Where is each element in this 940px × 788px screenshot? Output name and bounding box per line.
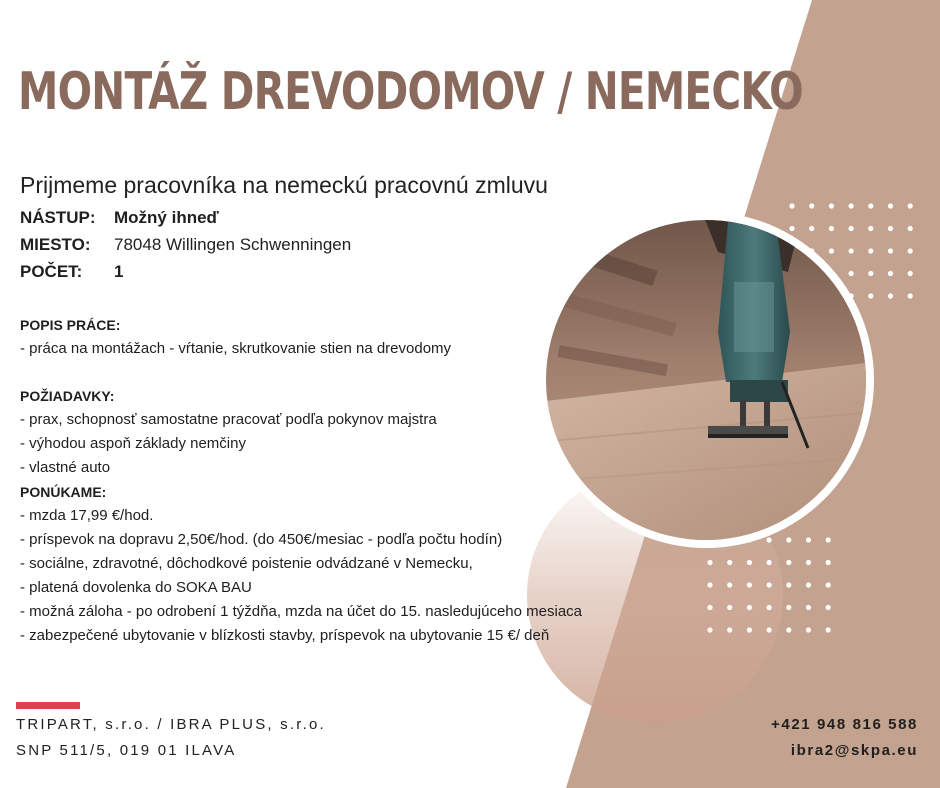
decor-dot	[747, 605, 752, 610]
info-value: Možný ihneď	[114, 208, 219, 227]
decor-dot	[707, 605, 712, 610]
decor-dot	[789, 203, 794, 208]
decor-dot	[908, 271, 913, 276]
info-key: NÁSTUP:	[20, 208, 96, 227]
decor-dot	[826, 627, 831, 632]
decor-dot	[786, 582, 791, 587]
decor-dot	[767, 582, 772, 587]
list-item: - práca na montážach - vŕtanie, skrutkovanie stien na drevodomy	[20, 340, 452, 357]
jigsaw-photo	[538, 212, 874, 548]
list-item: - zabezpečené ubytovanie v blízkosti stavby, príspevok na ubytovanie 15 €/ deň	[20, 627, 550, 644]
list-item: - možná záloha - po odrobení 1 týždňa, mzda na účet do 15. nasledujúceho mesiaca	[20, 603, 583, 620]
decor-dot	[908, 203, 913, 208]
decor-dot	[727, 605, 732, 610]
decor-dot	[849, 203, 854, 208]
section-heading: POPIS PRÁCE:	[20, 317, 121, 333]
list-item: - sociálne, zdravotné, dôchodkové poistenie odvádzané v Nemecku,	[20, 555, 473, 572]
decor-dot	[727, 582, 732, 587]
decor-dot	[888, 248, 893, 253]
info-row-nastup	[20, 208, 219, 228]
decor-dot	[888, 271, 893, 276]
decor-dot	[767, 605, 772, 610]
info-value: 78048 Willingen Schwenningen	[114, 235, 352, 254]
info-row-pocet	[20, 262, 123, 282]
decor-dot	[908, 248, 913, 253]
list-item: - výhodou aspoň základy nemčiny	[20, 435, 246, 452]
decor-dot	[767, 627, 772, 632]
decor-dot	[707, 560, 712, 565]
decor-dot	[727, 560, 732, 565]
info-row-miesto	[20, 235, 351, 255]
info-key: MIESTO:	[20, 235, 91, 254]
decor-dot	[826, 560, 831, 565]
list-item: - platená dovolenka do SOKA BAU	[20, 579, 252, 596]
decor-dot	[707, 582, 712, 587]
decor-dot	[786, 560, 791, 565]
section-poziadavky	[20, 384, 437, 480]
section-heading: POŽIADAVKY:	[20, 388, 115, 404]
decor-dot	[806, 627, 811, 632]
decor-dot	[767, 560, 772, 565]
decor-dot	[888, 203, 893, 208]
list-item: - príspevok na dopravu 2,50€/hod. (do 450€/mesiac - podľa počtu hodín)	[20, 531, 503, 548]
decor-dot	[829, 203, 834, 208]
footer-address: SNP 511/5, 019 01 ILAVA	[16, 742, 237, 759]
page-title: MONTÁŽ DREVODOMOV / NEMECKO	[18, 62, 803, 122]
section-heading: PONÚKAME:	[20, 484, 107, 500]
footer-email[interactable]: ibra2@skpa.eu	[790, 742, 918, 759]
decor-dot	[826, 582, 831, 587]
decor-dot	[826, 605, 831, 610]
subtitle: Prijmeme pracovníka na nemeckú pracovnú zmluvu	[20, 172, 548, 198]
decor-dot	[806, 582, 811, 587]
decor-dot	[707, 627, 712, 632]
decor-dot	[868, 203, 873, 208]
decor-dot	[727, 627, 732, 632]
decor-dot	[786, 605, 791, 610]
decor-dot	[747, 627, 752, 632]
decor-dot	[908, 226, 913, 231]
footer-phone[interactable]: +421 948 816 588	[771, 716, 918, 733]
info-key: POČET:	[20, 262, 83, 281]
list-item: - mzda 17,99 €/hod.	[20, 507, 154, 524]
list-item: - prax, schopnosť samostatne pracovať podľa pokynov majstra	[20, 411, 437, 428]
decor-dot	[786, 627, 791, 632]
decor-dot	[908, 293, 913, 298]
decor-dot	[747, 560, 752, 565]
footer-accent-bar	[16, 702, 80, 709]
decor-dot	[809, 203, 814, 208]
decor-dot	[888, 226, 893, 231]
list-item: - vlastné auto	[20, 459, 111, 476]
info-value: 1	[114, 262, 124, 281]
decor-dot	[806, 605, 811, 610]
decor-dot	[747, 582, 752, 587]
footer-company: TRIPART, s.r.o. / IBRA PLUS, s.r.o.	[16, 716, 326, 733]
decor-dot	[888, 293, 893, 298]
decor-dot	[806, 560, 811, 565]
section-popis	[20, 313, 451, 361]
section-ponukame	[20, 480, 582, 648]
